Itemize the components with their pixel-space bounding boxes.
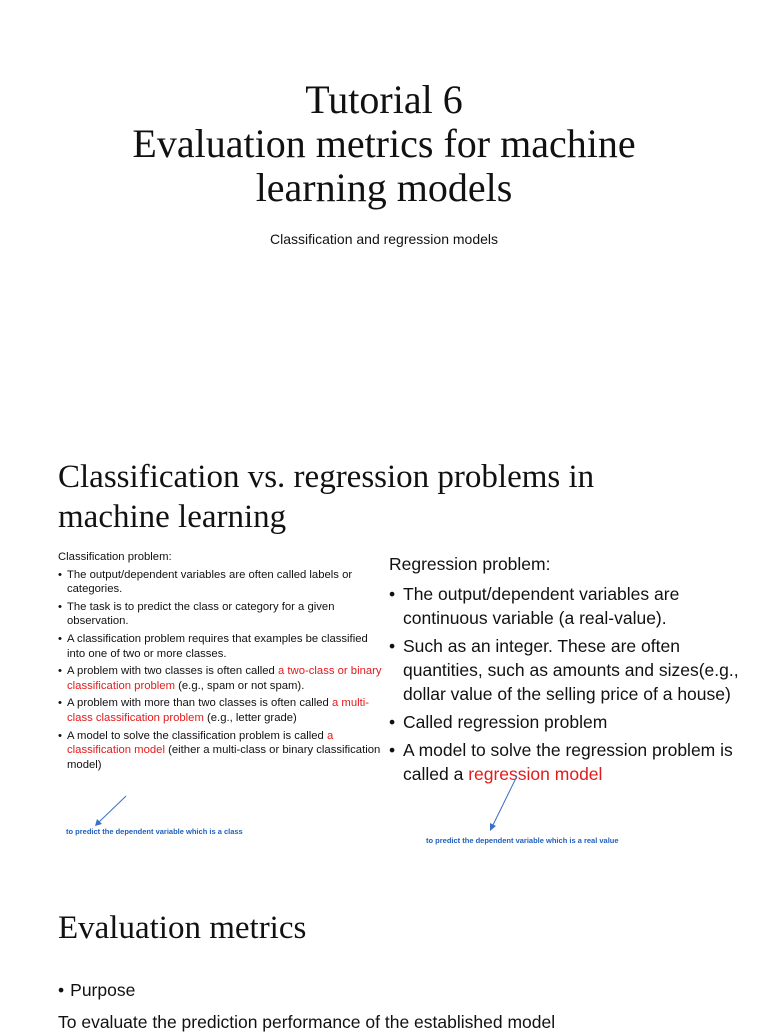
- slide-title: [0, 78, 768, 210]
- column-heading: Classification problem:: [58, 551, 172, 563]
- slide-heading: [58, 457, 698, 537]
- highlight-text: a multi-class classification problem: [67, 697, 370, 724]
- bullet-text: A classification problem requires that examples be classified into one of two or more classes.: [67, 632, 368, 660]
- regression-column: [389, 552, 759, 790]
- bullet-text: The output/dependent variables are often called labels or categories.: [67, 568, 353, 596]
- bullet-text: Purpose: [70, 980, 136, 1000]
- bullet-text: (e.g., letter grade): [203, 711, 297, 724]
- slide-subtitle: Classification and regression models: [270, 231, 498, 247]
- bullet-item: [389, 634, 759, 706]
- bullet-text: A problem with two classes is often called: [67, 665, 278, 678]
- highlight-text: regression model: [468, 764, 603, 784]
- annotation-arrow-icon: [92, 793, 132, 829]
- bullet-dot: •: [58, 980, 65, 1000]
- bullet-text: Called regression problem: [403, 712, 608, 732]
- bullet-item: [58, 729, 388, 773]
- bullet-text: (either a multi-class or binary classification model): [67, 744, 381, 771]
- bullet-text: A problem with more than two classes is often called: [67, 697, 332, 710]
- bullet-item: [58, 664, 388, 693]
- slide-heading: Evaluation metrics: [58, 910, 307, 946]
- bullet-text: The task is to predict the class or category for a given observation.: [67, 600, 335, 628]
- classification-column: [58, 550, 388, 775]
- annotation-arrow-icon: [487, 773, 523, 833]
- highlight-text: a two-class or binary classification problem: [67, 665, 382, 692]
- bullet-item: [389, 582, 759, 630]
- heading-line: machine learning: [58, 499, 287, 535]
- bullet-text: Such as an integer. These are often quantities, such as amounts and sizes(e.g., dollar value of the selling price of a house): [403, 636, 739, 704]
- bullet-item: [389, 738, 759, 786]
- annotation-note: to predict the dependent variable which is a class: [66, 827, 243, 836]
- highlight-text: a classification model: [67, 729, 334, 757]
- bullet-text: A model to solve the regression problem is called a: [403, 740, 733, 784]
- title-slide: [0, 0, 768, 420]
- bullet-item: [58, 980, 135, 1001]
- evaluation-slide: [0, 900, 768, 1032]
- comparison-slide: [0, 440, 768, 880]
- title-line: learning models: [255, 165, 513, 210]
- bullet-item: [389, 710, 759, 734]
- bullet-text: The output/dependent variables are continuous variable (a real-value).: [403, 584, 680, 628]
- bullet-item: [58, 632, 388, 661]
- title-line: Tutorial 6: [305, 77, 463, 122]
- column-heading: Regression problem:: [389, 554, 551, 574]
- title-line: Evaluation metrics for machine: [132, 121, 636, 166]
- bullet-text: (e.g., spam or not spam).: [175, 679, 305, 692]
- bullet-text: A model to solve the classification problem is called: [67, 729, 327, 742]
- annotation-note: to predict the dependent variable which is a real value: [426, 836, 619, 845]
- heading-line: Classification vs. regression problems in: [58, 459, 595, 495]
- bullet-item: [58, 600, 388, 629]
- bullet-item: [58, 568, 388, 597]
- bullet-item: [58, 696, 388, 725]
- cut-off-line: To evaluate the prediction performance of the established model: [58, 1012, 556, 1032]
